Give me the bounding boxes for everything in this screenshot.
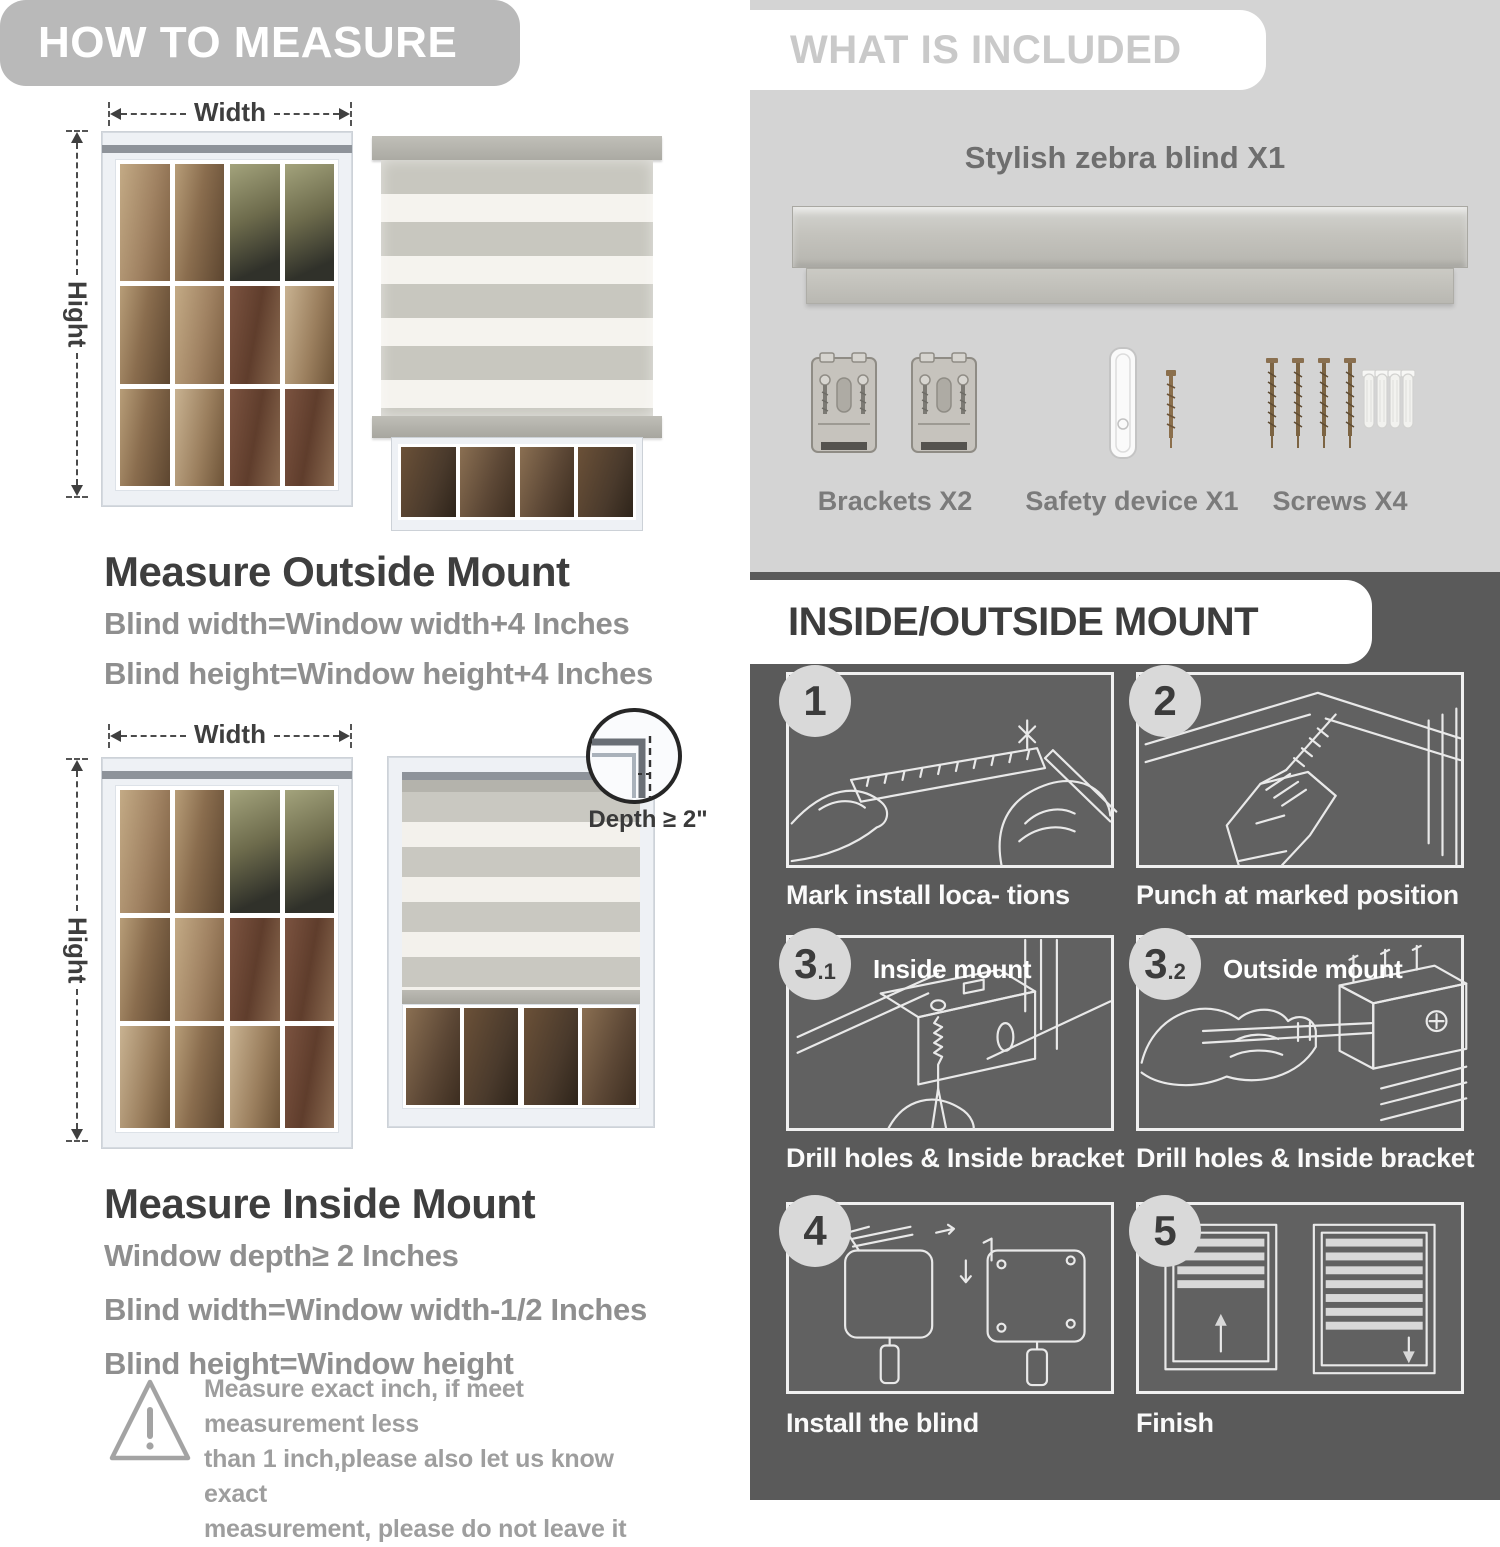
window-sashes bbox=[115, 785, 339, 1133]
inside-mount-window-photo bbox=[102, 758, 352, 1148]
window-right-sash bbox=[230, 790, 334, 1128]
outside-height-arrow bbox=[62, 130, 93, 498]
inside-mount-rule-width: Blind width=Window width-1/2 Inches bbox=[104, 1292, 647, 1327]
step-3-2-panel bbox=[1136, 935, 1464, 1131]
inside-outside-mount-header-label: INSIDE/OUTSIDE MOUNT bbox=[788, 599, 1259, 644]
width-arrow-dash bbox=[121, 113, 186, 115]
outside-mount-rule-width: Blind width=Window width+4 Inches bbox=[104, 606, 630, 641]
screws-label: Screws X4 bbox=[1272, 486, 1408, 516]
inside-width-arrow bbox=[108, 718, 352, 749]
step-2-panel bbox=[1136, 672, 1464, 868]
zebra-blind-product-label: Stylish zebra blind X1 bbox=[964, 140, 1286, 175]
step-number-badge: 5 bbox=[1129, 1195, 1201, 1267]
what-is-included-header-label: WHAT IS INCLUDED bbox=[790, 27, 1182, 72]
outside-width-arrow bbox=[108, 96, 352, 127]
window-panes-below-blind bbox=[402, 1004, 640, 1109]
step-number-badge: 3 .2 bbox=[1129, 928, 1201, 1000]
step-4-caption: Install the blind bbox=[786, 1408, 979, 1438]
outside-height-label: Hight bbox=[62, 280, 93, 348]
step-3-2-inner-title: Outside mount bbox=[1223, 954, 1403, 984]
safety-device-label: Safety device X1 bbox=[1025, 486, 1239, 516]
step-5-caption: Finish bbox=[1136, 1408, 1214, 1438]
outside-mount-window-photo bbox=[102, 132, 352, 506]
window-corner-depth-icon bbox=[590, 712, 678, 800]
measurement-warning-text: Measure exact inch, if meet measurement less than 1 inch,please also let us know exact measurement, please do not leave it bbox=[204, 1375, 627, 1543]
step-1-caption: Mark install loca- tions bbox=[786, 880, 1070, 910]
width-arrow-left-head bbox=[110, 108, 121, 120]
depth-label: Depth ≥ 2" bbox=[588, 806, 708, 833]
step-3-1-panel bbox=[786, 935, 1114, 1131]
inside-mount-title: Measure Inside Mount bbox=[104, 1180, 536, 1227]
inside-outside-mount-header bbox=[750, 580, 1372, 664]
height-arrow-dash bbox=[76, 353, 78, 485]
step-3-2-caption: Drill holes & Inside bracket bbox=[1136, 1143, 1475, 1173]
window-sashes bbox=[115, 159, 339, 491]
step-number-badge: 3 .1 bbox=[779, 928, 851, 1000]
step-5-panel bbox=[1136, 1202, 1464, 1394]
blind-bottom-rail bbox=[372, 416, 662, 438]
screws-anchors-icon bbox=[1262, 352, 1418, 464]
inside-mount-rule-depth: Window depth≥ 2 Inches bbox=[104, 1238, 459, 1273]
how-to-measure-header bbox=[0, 0, 520, 86]
step-2-caption: Punch at marked position bbox=[1136, 880, 1459, 910]
step-number-badge: 2 bbox=[1129, 665, 1201, 737]
warning-triangle-icon bbox=[108, 1374, 192, 1466]
step-3-1-inner-title: Inside mount bbox=[873, 954, 1032, 984]
step-3-1-caption: Drill holes & Inside bracket bbox=[786, 1143, 1125, 1173]
safety-device-icon bbox=[1096, 344, 1206, 470]
blind-headrail-lip bbox=[806, 268, 1454, 304]
height-arrow-bottom-tick bbox=[66, 496, 88, 498]
blind-cassette bbox=[372, 136, 662, 160]
depth-detail-magnifier bbox=[586, 708, 682, 804]
mounting-bracket-icon bbox=[810, 350, 980, 462]
height-arrow-dash bbox=[76, 143, 78, 275]
width-arrow-right-tick bbox=[350, 102, 352, 126]
outside-mount-blind-demo bbox=[372, 136, 662, 508]
blind-headrail-image bbox=[792, 206, 1468, 268]
inside-width-label: Width bbox=[194, 718, 266, 749]
outside-width-label: Width bbox=[194, 96, 266, 127]
width-arrow-dash bbox=[274, 113, 339, 115]
inside-height-label: Hight bbox=[62, 916, 93, 984]
width-arrow-right-head bbox=[339, 108, 350, 120]
window-lintel bbox=[102, 145, 352, 153]
inside-mount-rule-height: Blind height=Window height bbox=[104, 1346, 514, 1381]
zebra-blind-stripes bbox=[381, 160, 653, 416]
height-arrow-up-head bbox=[71, 132, 83, 143]
height-arrow-down-head bbox=[71, 485, 83, 496]
brackets-label: Brackets X2 bbox=[817, 486, 973, 516]
step-number-badge: 1 bbox=[779, 665, 851, 737]
how-to-measure-header-label: HOW TO MEASURE bbox=[38, 18, 458, 67]
step-number-badge: 4 bbox=[779, 1195, 851, 1267]
step-1-panel bbox=[786, 672, 1114, 868]
window-left-sash bbox=[120, 164, 224, 486]
blind-bottom-rail bbox=[402, 990, 640, 1004]
what-is-included-header bbox=[750, 10, 1266, 90]
outside-mount-title: Measure Outside Mount bbox=[104, 548, 570, 595]
window-lintel bbox=[102, 771, 352, 779]
window-right-sash bbox=[230, 164, 334, 486]
window-left-sash bbox=[120, 790, 224, 1128]
window-snippet-below-blind bbox=[392, 438, 642, 530]
step-4-panel bbox=[786, 1202, 1114, 1394]
outside-mount-rule-height: Blind height=Window height+4 Inches bbox=[104, 656, 653, 691]
inside-height-arrow bbox=[62, 758, 93, 1142]
